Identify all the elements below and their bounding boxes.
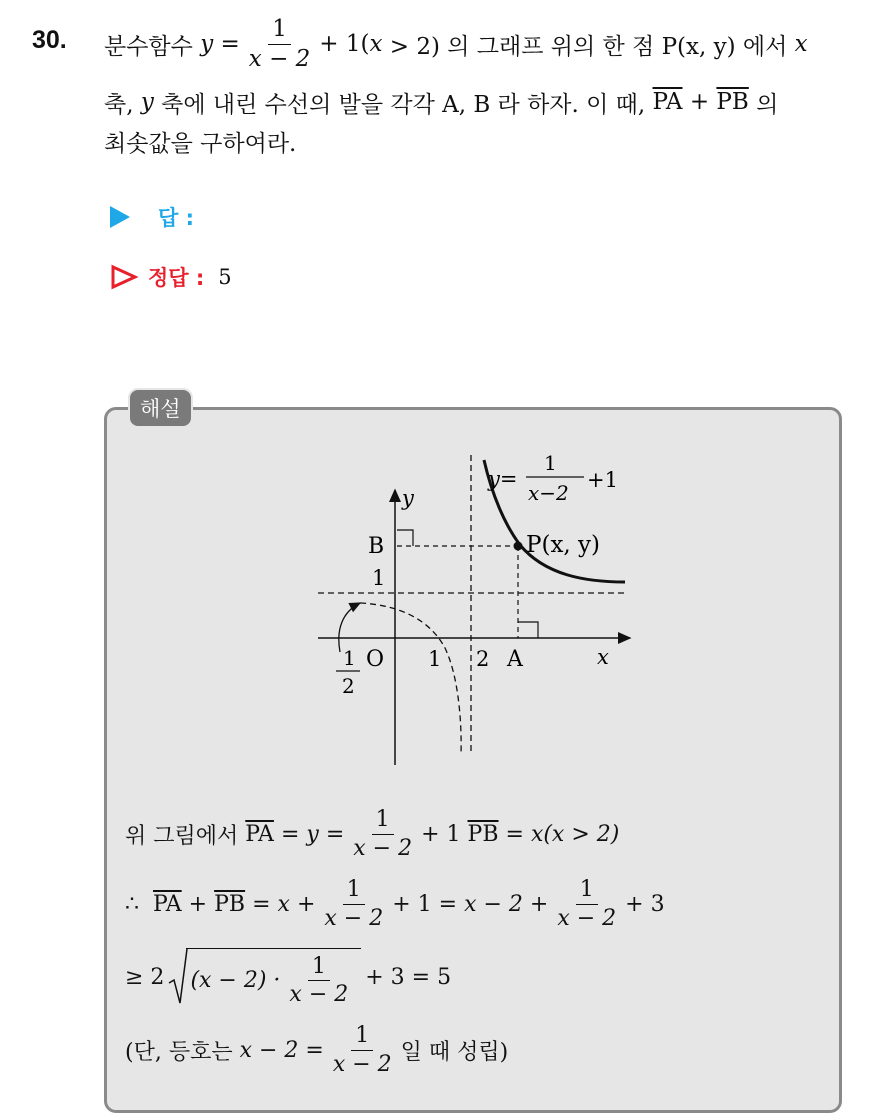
- curve-label-num: 1: [544, 451, 557, 475]
- label-origin: O: [366, 647, 385, 672]
- label-a: A: [507, 647, 523, 672]
- radicand: [186, 948, 361, 1006]
- equals: =: [325, 821, 345, 847]
- solution-line-2: [125, 874, 665, 934]
- question-text: 최솟값을 구하여라.: [104, 130, 297, 157]
- solution-line-4: [125, 1020, 508, 1080]
- point-p-label: P(x, y): [526, 532, 601, 558]
- var-x: x: [277, 891, 290, 917]
- fraction-numerator: 1: [268, 17, 291, 44]
- solution-text: x − 2 +: [464, 891, 549, 917]
- segment-pa: $\overline{PA}$: [153, 891, 182, 917]
- question-text: + 1(: [319, 31, 370, 57]
- solution-text: x(x > 2): [530, 821, 620, 847]
- segment-pb: $\overline{PB}$: [214, 891, 246, 917]
- plus: +: [188, 891, 208, 917]
- equals: =: [252, 891, 271, 917]
- plus: +: [689, 89, 710, 115]
- right-angle-b: [397, 530, 413, 546]
- var-y: y: [200, 31, 214, 57]
- solution-text: 일 때 성립): [400, 1039, 509, 1065]
- y-axis-label: y: [402, 486, 414, 510]
- correct-answer-value: 5: [218, 265, 232, 289]
- fraction: [329, 1024, 396, 1075]
- label-half-den: 2: [342, 674, 355, 698]
- fraction-numerator: 1: [576, 878, 598, 904]
- fraction-denominator: x − 2: [557, 905, 617, 931]
- transform-arrow: [339, 603, 360, 652]
- plus: +: [296, 891, 316, 917]
- solution-text: 위 그림에서: [125, 823, 239, 849]
- solution-text: + 1: [421, 821, 461, 847]
- label-one-y: 1: [372, 566, 386, 590]
- label-two-x: 2: [476, 647, 490, 671]
- answer-label: 답 :: [158, 206, 194, 230]
- solution-text: ≥ 2: [125, 964, 165, 990]
- segment-pa: $\overline{PA}$: [652, 89, 683, 115]
- question-text: 축,: [104, 91, 134, 118]
- segment-pa: $\overline{PA}$: [245, 821, 274, 847]
- label-one-x: 1: [428, 647, 442, 671]
- fraction-denominator: x − 2: [289, 982, 349, 1007]
- fraction: [285, 955, 352, 1006]
- segment-pb: $\overline{PB}$: [716, 89, 749, 115]
- fraction: [553, 878, 620, 929]
- label-half-num: 1: [343, 646, 356, 670]
- var-x: x: [369, 31, 383, 57]
- question-text: 분수함수: [104, 33, 193, 60]
- radical-sign: [168, 947, 188, 1007]
- reflected-branch: [360, 603, 461, 755]
- equals: =: [505, 821, 524, 847]
- therefore-symbol: ∴: [125, 891, 139, 917]
- solution-text: (단, 등호는: [125, 1039, 233, 1065]
- question-text: 의: [756, 91, 779, 118]
- point-p: [514, 542, 523, 551]
- fraction-numerator: 1: [343, 878, 365, 904]
- solution-text: x − 2 =: [239, 1037, 324, 1063]
- segment-pb: $\overline{PB}$: [467, 821, 499, 847]
- solution-text: + 3: [625, 891, 665, 917]
- var-y: y: [306, 821, 319, 847]
- solution-line-3: [125, 944, 451, 1010]
- fraction-numerator: 1: [351, 1024, 373, 1050]
- fraction-denominator: x − 2: [353, 835, 413, 861]
- equals: =: [280, 821, 300, 847]
- question-text: > 2) 의 그래프 위의 한 점 P(x, y) 에서: [389, 33, 788, 60]
- label-b: B: [368, 534, 385, 559]
- solution-line-1: [125, 804, 619, 864]
- fraction-denominator: x − 2: [248, 45, 311, 72]
- x-axis-label: x: [597, 645, 609, 669]
- right-angle-a: [518, 622, 538, 638]
- fraction-denominator: x − 2: [332, 1051, 392, 1077]
- fraction-numerator: 1: [308, 955, 330, 981]
- fraction: [349, 808, 416, 859]
- question-text: 축에 내린 수선의 발을 각각 A, B 라 하자. 이 때,: [161, 91, 646, 118]
- solution-tag: 해설: [128, 388, 193, 428]
- correct-answer-label: 정답 :: [148, 266, 205, 290]
- solution-text: (x − 2) ·: [190, 968, 281, 993]
- fraction-numerator: 1: [372, 808, 394, 834]
- square-root: [168, 947, 361, 1007]
- fraction: [320, 878, 387, 929]
- solution-text: + 1 =: [392, 891, 458, 917]
- fraction-denominator: x − 2: [324, 905, 384, 931]
- var-y: y: [140, 89, 154, 115]
- curve-label-plus: +1: [587, 468, 618, 492]
- equals: =: [220, 31, 240, 57]
- curve-label-den: x−2: [528, 481, 569, 505]
- solution-text: + 3 = 5: [365, 964, 452, 990]
- var-x: x: [794, 31, 808, 57]
- curve-label-y: y=: [488, 467, 518, 491]
- question-number: 30.: [32, 26, 67, 54]
